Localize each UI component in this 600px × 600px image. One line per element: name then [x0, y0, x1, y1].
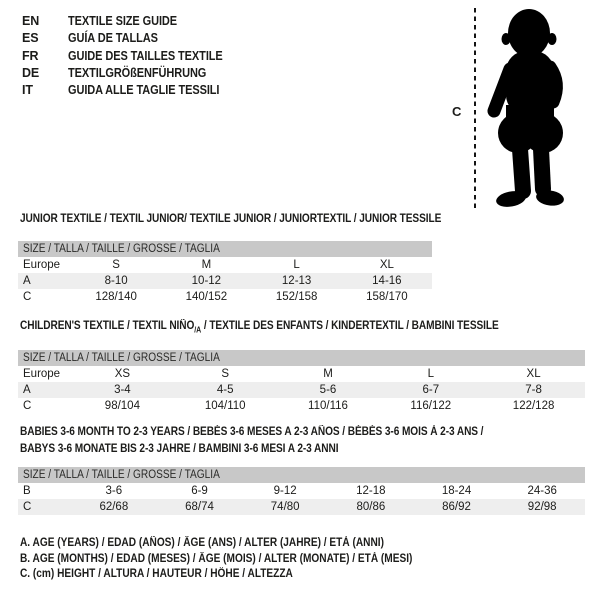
guide-title: GUIDE DES TAILLES TEXTILE: [68, 48, 223, 63]
height-cell: 86/92: [442, 501, 471, 513]
height-cell: 98/104: [104, 400, 140, 412]
table-row-height: [18, 289, 432, 305]
language-title-row: [22, 82, 244, 99]
height-cell: 92/98: [527, 501, 557, 513]
size-header-bar: SIZE / TALLA / TAILLE / GRÖSSE / TAGLIA: [18, 467, 585, 483]
age-cell: 10-12: [191, 275, 222, 287]
table-row-europe: [18, 366, 585, 382]
row-label: B: [23, 485, 31, 497]
babies-table-title: BABIES 3-6 MONTH TO 2-3 YEARS / BEBÉS 3-6 MESES A 2-3 AÑOS / BÉBÉS 3-6 MOIS À 2-3 ANS / BABYS 3-6 MONATE BIS 2-3 JAHRE / BAMBINI 3-6 MESI A 2-3 ANNI: [20, 426, 484, 455]
height-cell: 104/110: [204, 400, 246, 412]
guide-title: TEXTILE SIZE GUIDE: [68, 14, 178, 28]
junior-size-table: [18, 241, 432, 305]
children-table-title: CHILDREN'S TEXTILE / TEXTIL $NIÑO_{/A}$ / TEXTILE DES ENFANTS / KINDERTEXTIL / BAMBINI TESSILE: [20, 320, 499, 335]
table-row-age: [18, 382, 585, 398]
language-title-list: [22, 13, 244, 99]
baby-silhouette-icon: [484, 3, 596, 210]
size-cell: M: [323, 368, 333, 380]
language-title-row: [22, 30, 244, 47]
age-cell: 5-6: [319, 384, 337, 396]
language-code: DE: [22, 65, 40, 80]
row-label: Europe: [23, 368, 61, 380]
height-cell: 62/68: [99, 501, 129, 513]
size-cell: L: [293, 259, 300, 271]
language-code: FR: [22, 48, 39, 63]
height-cell: 152/158: [275, 291, 318, 303]
age-cell: 12-13: [281, 275, 312, 287]
height-cell: 110/116: [308, 400, 348, 412]
height-cell: 74/80: [270, 501, 300, 513]
language-code: EN: [22, 14, 40, 28]
row-label: C: [23, 400, 32, 412]
age-cell: 18-24: [441, 485, 472, 497]
age-cell: 14-16: [372, 275, 402, 287]
height-measure-label: C: [452, 104, 462, 119]
table-row-age: [18, 273, 432, 289]
row-label: C: [23, 291, 32, 303]
legend-line-b: B. AGE (MONTHS) / EDAD (MESES) / ÂGE (MOIS) / ALTER (MONATE) / ETÀ (MESI): [20, 552, 413, 565]
measurement-legend: [20, 536, 466, 583]
size-header-bar: SIZE / TALLA / TAILLE / GRÖSSE / TAGLIA: [18, 241, 432, 257]
row-label: Europe: [23, 259, 61, 271]
legend-line-c: C. (cm) HEIGHT / ALTURA / HAUTEUR / HÖHE / ALTEZZA: [20, 568, 293, 581]
row-label: A: [23, 275, 31, 287]
age-cell: 12-18: [356, 485, 386, 497]
size-cell: XL: [526, 368, 541, 380]
size-cell: M: [201, 259, 212, 271]
language-title-row: [22, 65, 244, 82]
language-code: ES: [22, 31, 39, 46]
table-row-europe: [18, 257, 432, 273]
guide-title: GUIDA ALLE TAGLIE TESSILI: [68, 83, 220, 98]
junior-table-title: JUNIOR TEXTILE / TEXTIL JUNIOR/ TEXTILE JUNIOR / JUNIORTEXTIL / JUNIOR TESSILE: [20, 213, 442, 225]
age-cell: 7-8: [525, 384, 542, 396]
row-label: C: [23, 501, 32, 513]
language-title-row: [22, 48, 244, 65]
children-size-table: [18, 350, 585, 414]
size-cell: XL: [379, 259, 394, 271]
age-cell: 9-12: [273, 485, 297, 497]
guide-title: TEXTILGRÖßENFÜHRUNG: [68, 65, 207, 80]
age-cell: 6-7: [422, 384, 440, 396]
age-cell: 3-6: [105, 485, 123, 497]
size-header-bar: SIZE / TALLA / TAILLE / GRÖSSE / TAGLIA: [18, 350, 585, 366]
size-cell: XS: [114, 368, 131, 380]
size-cell: L: [427, 368, 434, 380]
table-row-height: [18, 499, 585, 515]
age-cell: 6-9: [191, 485, 208, 497]
guide-title: GUÍA DE TALLAS: [68, 31, 158, 46]
age-cell: 3-4: [114, 384, 131, 396]
language-code: IT: [22, 83, 33, 98]
height-cell: 140/152: [185, 291, 228, 303]
babies-size-table: [18, 467, 585, 515]
height-cell: 80/86: [356, 501, 386, 513]
height-dashed-line: [474, 8, 476, 209]
height-cell: 128/140: [95, 291, 137, 303]
height-cell: 122/128: [512, 400, 555, 412]
table-row-height: [18, 398, 585, 414]
age-cell: 4-5: [216, 384, 234, 396]
size-cell: S: [221, 368, 230, 380]
age-cell: 8-10: [104, 275, 128, 287]
row-label: A: [23, 384, 31, 396]
height-cell: 68/74: [185, 501, 214, 513]
height-cell: 116/122: [410, 400, 452, 412]
table-row-age-months: [18, 483, 585, 499]
height-cell: 158/170: [366, 291, 408, 303]
language-title-row: [22, 13, 244, 30]
age-cell: 24-36: [527, 485, 557, 497]
size-cell: S: [112, 259, 120, 271]
legend-line-a: A. AGE (YEARS) / EDAD (AÑOS) / ÂGE (ANS) / ALTER (JAHRE) / ETÀ (ANNI): [20, 537, 384, 549]
